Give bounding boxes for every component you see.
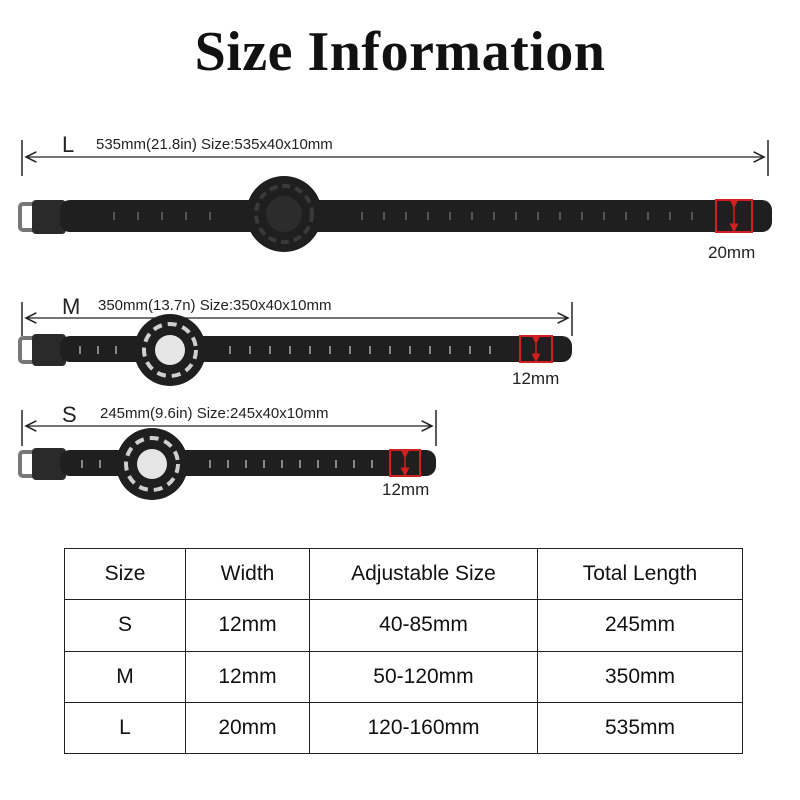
cell-size: M — [65, 651, 186, 702]
width-label-l: 20mm — [708, 243, 756, 262]
size-letter-l: L — [62, 132, 75, 157]
table-row — [65, 600, 743, 651]
table-header-row — [65, 549, 743, 600]
cell-size: S — [65, 600, 186, 651]
size-table — [64, 548, 743, 754]
cell-width: 12mm — [186, 651, 310, 702]
cell-adjustable-size: 50-120mm — [310, 651, 538, 702]
size-letter-s: S — [62, 402, 77, 427]
spec-label-s: 245mm(9.6in) Size:245x40x10mm — [100, 405, 329, 422]
header-total-length: Total Length — [538, 549, 743, 600]
cell-width: 12mm — [186, 600, 310, 651]
cell-adjustable-size: 40-85mm — [310, 600, 538, 651]
cell-total-length: 535mm — [538, 702, 743, 753]
strap-s — [20, 410, 436, 500]
header-width: Width — [186, 549, 310, 600]
spec-label-l: 535mm(21.8in) Size:535x40x10mm — [96, 136, 333, 153]
header-size: Size — [65, 549, 186, 600]
strap-l — [20, 140, 772, 252]
cell-size: L — [65, 702, 186, 753]
size-letter-m: M — [62, 294, 81, 319]
table-row — [65, 651, 743, 702]
width-label-s: 12mm — [382, 480, 430, 499]
cell-total-length: 245mm — [538, 600, 743, 651]
cell-total-length: 350mm — [538, 651, 743, 702]
cell-width: 20mm — [186, 702, 310, 753]
table-row — [65, 702, 743, 753]
width-label-m: 12mm — [512, 369, 560, 388]
cell-adjustable-size: 120-160mm — [310, 702, 538, 753]
page-title: Size Information — [194, 21, 606, 83]
header-adjustable-size: Adjustable Size — [310, 549, 538, 600]
spec-label-m: 350mm(13.7n) Size:350x40x10mm — [98, 297, 332, 314]
strap-m — [20, 302, 572, 386]
